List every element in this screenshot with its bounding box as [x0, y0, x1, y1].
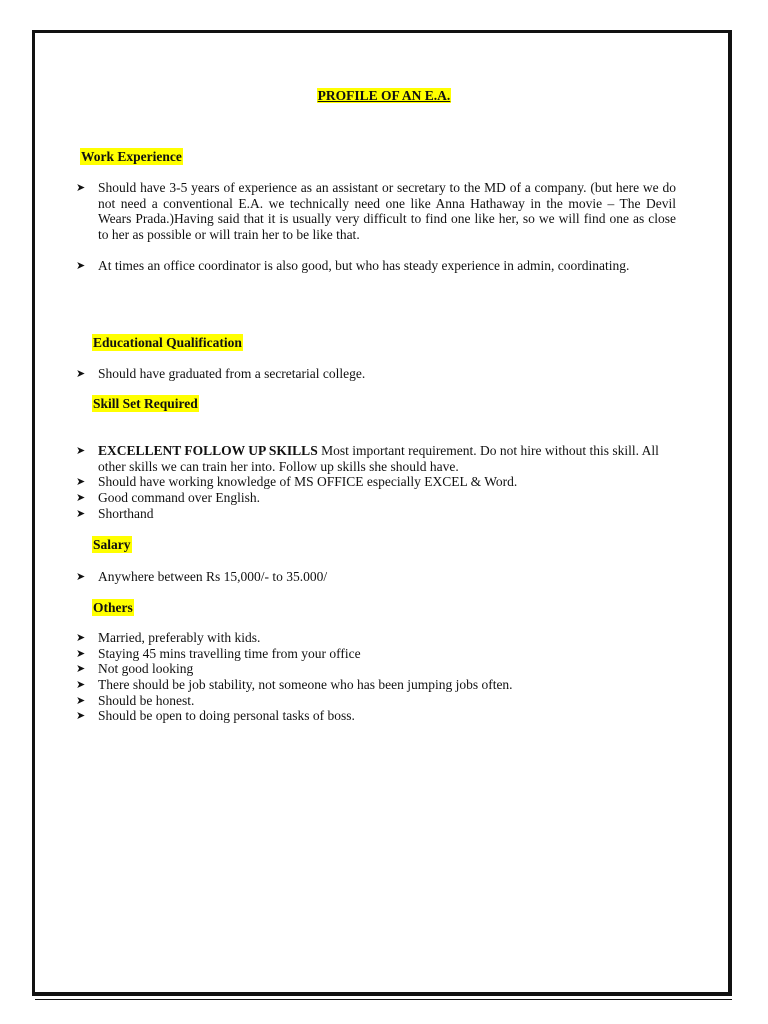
- list-item-text: Should have working knowledge of MS OFFICE especially EXCEL & Word.: [98, 474, 518, 489]
- arrow-bullet-icon: ➤: [76, 367, 86, 380]
- emphasis-text: EXCELLENT FOLLOW UP SKILLS: [98, 443, 318, 458]
- arrow-bullet-icon: ➤: [76, 678, 86, 691]
- list-item-text: Anywhere between Rs 15,000/- to 35.000/: [98, 569, 328, 584]
- document-title-text: PROFILE OF AN E.A.: [317, 88, 451, 103]
- heading-others-text: Others: [93, 600, 133, 615]
- document-title: [0, 88, 768, 104]
- list-item: [76, 506, 676, 522]
- list-item-text: Should have graduated from a secretarial college.: [98, 366, 366, 381]
- list-item-text: Should have 3-5 years of experience as an assistant or secretary to the MD of a company. (but here we do not need a conventional E.A. we technically need one like Anna Hathaway in the movie – The Devil Wears Prada.)Having said that it is usually very difficult to find one like her, so we will find one as close to her as possible or will train her to be like that.: [98, 180, 676, 242]
- heading-educational-qualification: [92, 335, 243, 351]
- arrow-bullet-icon: ➤: [76, 507, 86, 520]
- list-item: [76, 474, 676, 490]
- list-item: [76, 443, 676, 474]
- list-item: [76, 366, 676, 382]
- list-item-text: Should be honest.: [98, 693, 195, 708]
- arrow-bullet-icon: ➤: [76, 570, 86, 583]
- list-item-text: Staying 45 mins travelling time from your office: [98, 646, 361, 661]
- list-item: [76, 661, 676, 677]
- list-item: [76, 180, 676, 242]
- list-item-text: [98, 443, 676, 474]
- heading-work-experience-text: Work Experience: [81, 149, 182, 164]
- heading-salary: [92, 537, 132, 553]
- arrow-bullet-icon: ➤: [76, 694, 86, 707]
- heading-others: [92, 600, 134, 616]
- list-item: [76, 708, 676, 724]
- arrow-bullet-icon: ➤: [76, 631, 86, 644]
- arrow-bullet-icon: ➤: [76, 491, 86, 504]
- list-item-text: Good command over English.: [98, 490, 260, 505]
- arrow-bullet-icon: ➤: [76, 181, 86, 194]
- list-item-text: There should be job stability, not someone who has been jumping jobs often.: [98, 677, 513, 692]
- heading-salary-text: Salary: [93, 537, 131, 552]
- arrow-bullet-icon: ➤: [76, 444, 86, 457]
- list-item: [76, 677, 676, 693]
- arrow-bullet-icon: ➤: [76, 709, 86, 722]
- heading-work-experience: [80, 149, 183, 165]
- list-item-text: Married, preferably with kids.: [98, 630, 261, 645]
- list-item: [76, 258, 676, 274]
- arrow-bullet-icon: ➤: [76, 475, 86, 488]
- list-item-text: Shorthand: [98, 506, 154, 521]
- list-item-text: At times an office coordinator is also good, but who has steady experience in admin, coordinating.: [98, 258, 630, 273]
- arrow-bullet-icon: ➤: [76, 647, 86, 660]
- heading-skill-set: [92, 396, 199, 412]
- body-text: Most important requirement. Do not hire without this skill. All other skills we can train her into. Follow up skills she should have.: [98, 443, 659, 474]
- heading-skills-text: Skill Set Required: [93, 396, 198, 411]
- arrow-bullet-icon: ➤: [76, 259, 86, 272]
- arrow-bullet-icon: ➤: [76, 662, 86, 675]
- list-item-text: Should be open to doing personal tasks of boss.: [98, 708, 355, 723]
- list-item: [76, 490, 676, 506]
- list-item: [76, 630, 676, 646]
- list-item-text: Not good looking: [98, 661, 194, 676]
- list-item: [76, 693, 676, 709]
- heading-education-text: Educational Qualification: [93, 335, 242, 350]
- list-item: [76, 569, 676, 585]
- list-item: [76, 646, 676, 662]
